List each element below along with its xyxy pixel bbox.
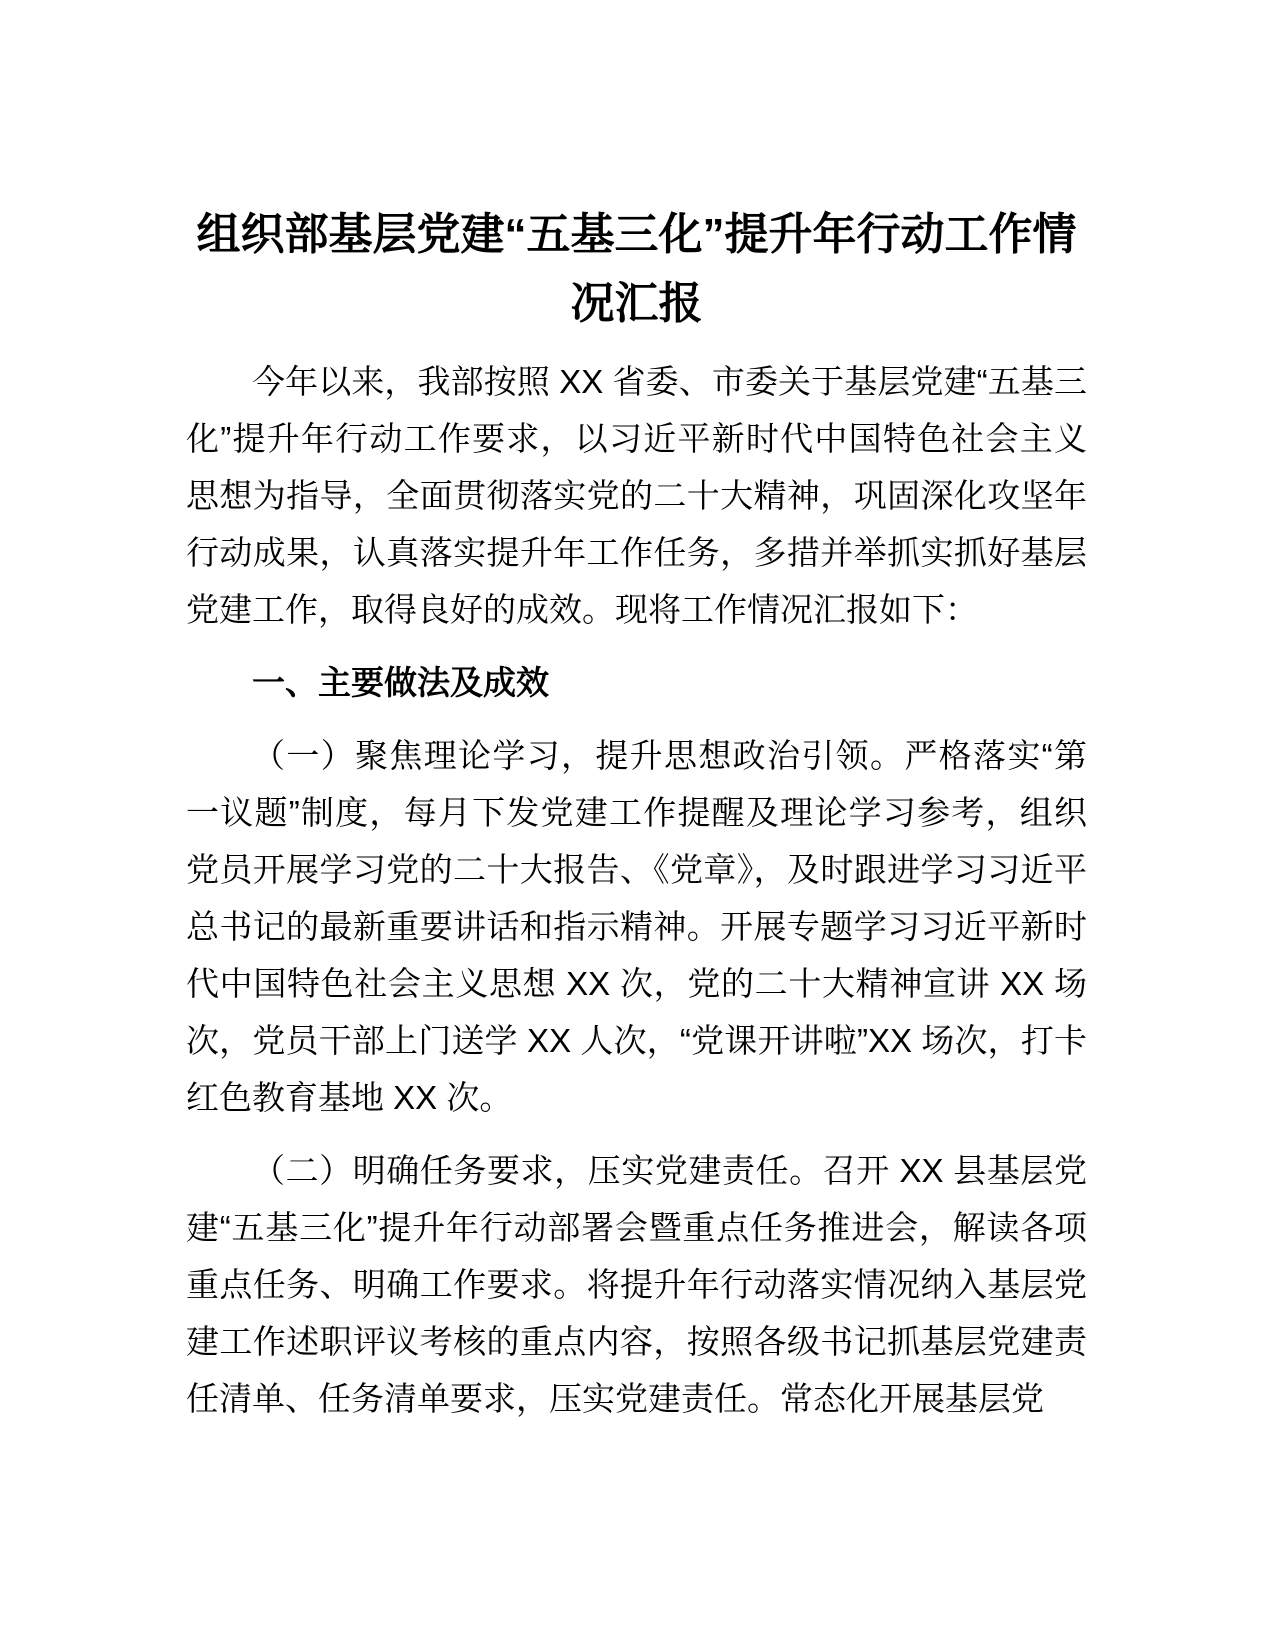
paragraph-intro: 今年以来，我部按照 XX 省委、市委关于基层党建“五基三化”提升年行动工作要求，以习近平新时代中国特色社会主义思想为指导，全面贯彻落实党的二十大精神，巩固深化攻坚年行动成果，认真落实提升年工作任务，多措并举抓实抓好基层党建工作，取得良好的成效。现将工作情况汇报如下： <box>186 363 1087 628</box>
paragraph-section-1: （一）聚焦理论学习，提升思想政治引领。严格落实“第一议题”制度，每月下发党建工作提醒及理论学习参考，组织党员开展学习党的二十大报告、《党章》，及时跟进学习习近平总书记的最新重要讲话和指示精神。开展专题学习习近平新时代中国特色社会主义思想 XX 次，党的二十大精神宣讲 XX 场次，党员干部上门送学 XX 人次，“党课开讲啦”XX 场次，打卡红色教育基地 XX 次。 <box>186 737 1087 1116</box>
section-heading-main-practices: 一、主要做法及成效 <box>252 664 549 701</box>
paragraph-section-2: （二）明确任务要求，压实党建责任。召开 XX 县基层党建“五基三化”提升年行动部署会暨重点任务推进会，解读各项重点任务、明确工作要求。将提升年行动落实情况纳入基层党建工作述职评议考核的重点内容，按照各级书记抓基层党建责任清单、任务清单要求，压实党建责任。常态化开展基层党 <box>186 1152 1087 1417</box>
document-title: 组织部基层党建“五基三化”提升年行动工作情况汇报 <box>196 210 1077 328</box>
